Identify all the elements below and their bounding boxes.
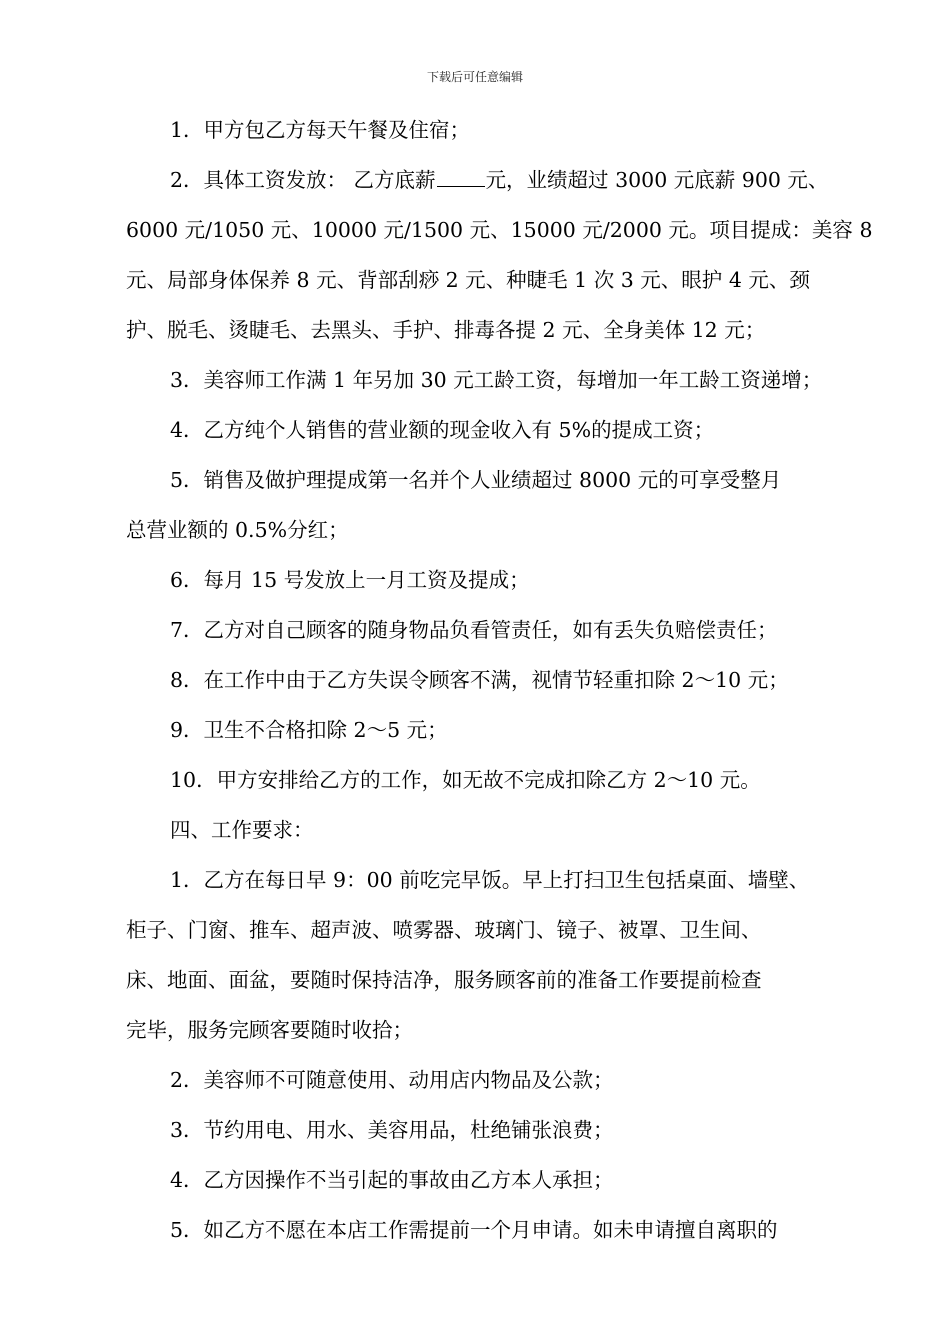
text-segment: 2．具体工资发放： 乙方底薪 bbox=[170, 168, 436, 192]
text-line: 9．卫生不合格扣除 2～5 元； bbox=[170, 718, 448, 742]
text-line: 6000 元/1050 元、10000 元/1500 元、15000 元/2000 元。项目提成：美容 8 bbox=[126, 218, 873, 242]
text-line bbox=[126, 155, 856, 205]
text-segment: 元，业绩超过 3000 元底薪 900 元、 bbox=[485, 168, 829, 192]
text-line: 完毕，服务完顾客要随时收拾； bbox=[126, 1018, 413, 1042]
text-line: 元、局部身体保养 8 元、背部刮痧 2 元、种睫毛 1 次 3 元、眼护 4 元、颈 bbox=[126, 268, 810, 292]
text-line: 总营业额的 0.5%分红； bbox=[126, 518, 349, 542]
text-line: 1．乙方在每日早 9：00 前吃完早饭。早上打扫卫生包括桌面、墙壁、 bbox=[170, 868, 810, 892]
text-line: 4．乙方因操作不当引起的事故由乙方本人承担； bbox=[170, 1168, 614, 1192]
text-line: 4．乙方纯个人销售的营业额的现金收入有 5%的提成工资； bbox=[170, 418, 715, 442]
text-line: 8．在工作中由于乙方失误令顾客不满，视情节轻重扣除 2～10 元； bbox=[170, 668, 789, 692]
text-line: 护、脱毛、烫睫毛、去黑头、手护、排毒各提 2 元、全身美体 12 元； bbox=[126, 318, 766, 342]
text-line: 3．美容师工作满 1 年另加 30 元工龄工资，每增加一年工龄工资递增； bbox=[170, 368, 823, 392]
text-line: 1．甲方包乙方每天午餐及住宿； bbox=[170, 118, 471, 142]
text-line: 床、地面、面盆，要随时保持洁净，服务顾客前的准备工作要提前检查 bbox=[126, 968, 762, 992]
text-line: 7．乙方对自己顾客的随身物品负看管责任，如有丢失负赔偿责任； bbox=[170, 618, 778, 642]
text-line: 2．美容师不可随意使用、动用店内物品及公款； bbox=[170, 1068, 614, 1092]
page-header: 下载后可任意编辑 bbox=[426, 70, 523, 84]
text-line: 6．每月 15 号发放上一月工资及提成； bbox=[170, 568, 530, 592]
text-line: 5．如乙方不愿在本店工作需提前一个月申请。如未申请擅自离职的 bbox=[170, 1218, 778, 1242]
text-line: 柜子、门窗、推车、超声波、喷雾器、玻璃门、镜子、被罩、卫生间、 bbox=[126, 918, 762, 942]
text-line: 5．销售及做护理提成第一名并个人业绩超过 8000 元的可享受整月 bbox=[170, 468, 782, 492]
text-line: 10．甲方安排给乙方的工作，如无故不完成扣除乙方 2～10 元。 bbox=[170, 768, 761, 792]
fill-in-blank bbox=[437, 168, 485, 187]
section-heading: 四、工作要求： bbox=[170, 818, 314, 842]
text-line: 3．节约用电、用水、美容用品，杜绝铺张浪费； bbox=[170, 1118, 614, 1142]
